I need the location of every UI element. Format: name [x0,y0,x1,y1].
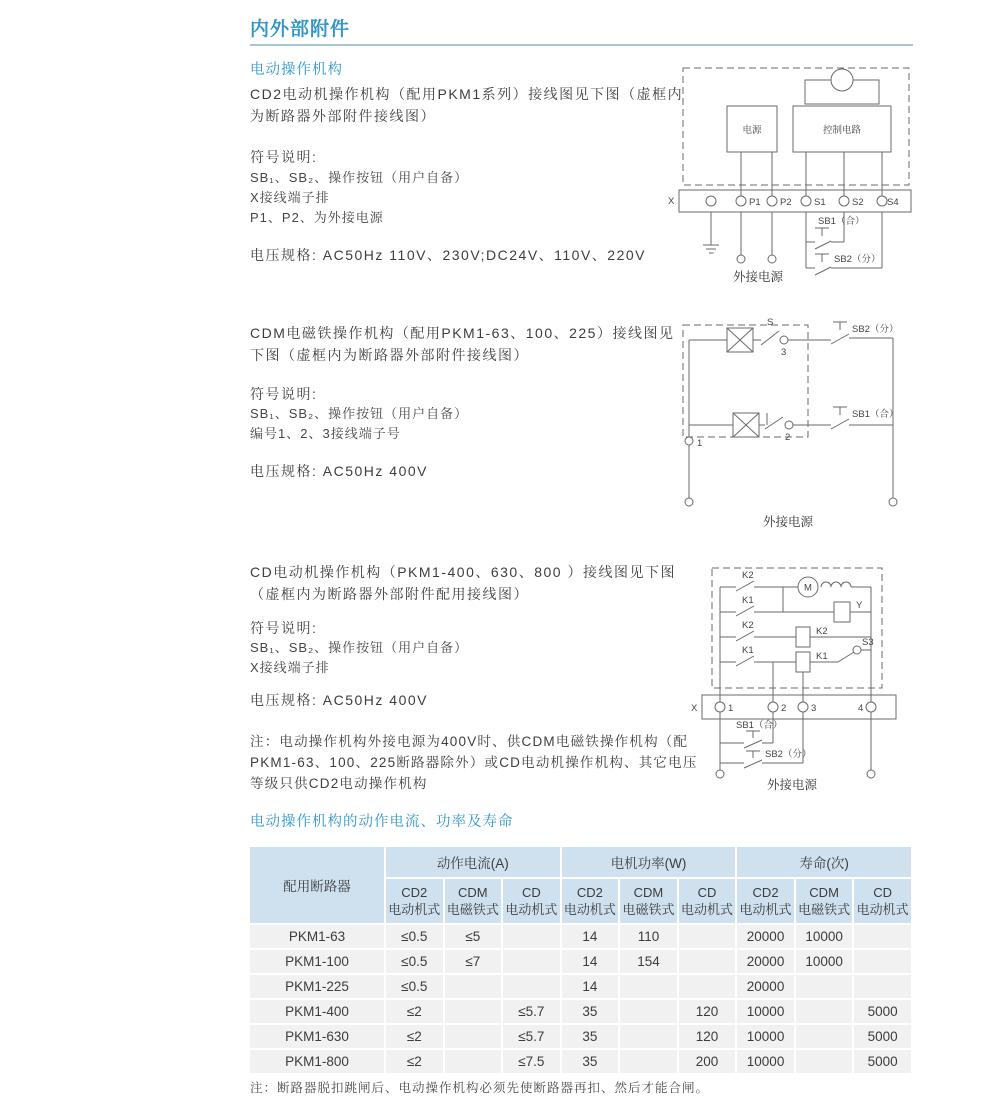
terminal-circle [785,421,793,429]
table-row [249,1049,912,1074]
lead-circle [716,770,724,778]
motor-label: M [804,582,812,594]
table-cell: ≤2 [385,999,444,1024]
sub-header-line: 电动机式 [388,902,441,917]
table-cell: 14 [561,974,620,999]
contact-k2-lower [720,631,796,641]
cd-voltage-spec: 电压规格: AC50Hz 400V [250,692,428,708]
sub-header-line: 电动机式 [563,902,616,917]
table-cell: 14 [561,949,620,974]
terminal-strip-x-label: X [691,703,698,714]
breaker-name: PKM1-800 [249,1049,385,1074]
table-cell [678,974,737,999]
table-cell: 200 [678,1049,737,1074]
sub-header-line: CD2 [752,885,779,900]
accessory-dashed-frame [683,68,909,185]
sub-header-line: CD2 [401,885,428,900]
table-cell [795,974,854,999]
table-cell: 5000 [853,999,912,1024]
breaker-name: PKM1-63 [249,924,385,949]
k1-coil-box [796,652,810,672]
diagram-caption: 外接电源 [762,515,814,529]
terminal-circles [715,702,876,712]
table-cell: ≤7 [444,949,503,974]
sb1-label: SB1（合） [818,216,865,227]
sub-header-line: CDM [633,885,664,900]
coil-x [727,328,753,352]
table-cell [853,974,912,999]
table-cell: 110 [619,924,678,949]
diagram-caption: 外接电源 [732,270,784,284]
table-cell [619,974,678,999]
table-footnote: 注：断路器脱扣跳闸后、电动操作机构必须先使断路器再扣、然后才能合闸。 [250,1081,710,1095]
ground-icon [703,212,719,253]
table-cell: 120 [678,1024,737,1049]
table-cell: 35 [561,1049,620,1074]
power-box-label: 电源 [742,125,762,136]
terminal-circle [780,336,788,344]
sub-header-cd2 [736,878,795,924]
sub-header-line: 电动机式 [505,902,558,917]
sub-header-line: CD [521,885,541,900]
title-rule [250,44,913,46]
cd2-symbol-line: X接线端子排 [250,190,330,205]
sub-header-cdm [444,878,503,924]
wires [741,152,882,196]
sb2-label: SB2（分） [834,254,881,265]
cd-wiring-diagram [688,555,923,795]
contact-k1-upper [720,606,834,616]
k2-coil-box [796,627,810,647]
sub-header-line: CDM [458,885,488,900]
contact-label: K2 [742,620,754,631]
cd-symbol-list [250,638,468,678]
terminal-label: S2 [852,197,864,208]
table-cell [502,949,561,974]
sub-header-line: 电动机式 [739,902,792,917]
table-cell: 10000 [736,1024,795,1049]
sub-header-cd [502,878,561,924]
breaker-name: PKM1-630 [249,1024,385,1049]
table-cell: 5000 [853,1024,912,1049]
group-header-life: 寿命(次) [736,846,912,878]
table-cell: ≤5.7 [502,1024,561,1049]
table-cell [795,1049,854,1074]
table-cell: ≤2 [385,1024,444,1049]
table-row [249,949,912,974]
sub-header-line: 电磁铁式 [622,902,675,917]
s-switch-icon [753,331,779,345]
sub-header-line: CD [697,885,717,900]
terminal-label: S4 [887,197,899,208]
table-cell: 35 [561,999,620,1024]
table-cell: 10000 [795,924,854,949]
cdm-symbol-list [250,404,468,444]
cd2-symbol-title: 符号说明: [250,149,318,165]
section-heading-motor-mechanism: 电动操作机构 [250,62,343,78]
s3-label: S3 [862,637,874,648]
table-cell [853,924,912,949]
terminal-circle [685,437,693,445]
cd2-symbol-line: SB₁、SB₂、操作按钮（用户自备） [250,170,469,185]
terminal-label: P2 [780,197,792,208]
table-cell [502,974,561,999]
table-cell: ≤2 [385,1049,444,1074]
inductor-icon [821,582,871,587]
cdm-symbol-line: SB₁、SB₂、操作按钮（用户自备） [250,406,469,421]
sub-header-cd2 [561,878,620,924]
terminal-feeders [773,662,803,702]
motor-circle-icon [831,69,853,91]
breaker-name: PKM1-400 [249,999,385,1024]
terminal-strip-x-label: X [668,196,675,207]
sub-header-line: CD [873,885,893,900]
contact-k2-upper [720,581,798,591]
terminal-label: 1 [728,703,734,714]
table-row [249,924,912,949]
cd2-voltage-spec: 电压规格: AC50Hz 110V、230V;DC24V、110V、220V [250,247,647,263]
table-cell: 120 [678,999,737,1024]
table-heading: 电动操作机构的动作电流、功率及寿命 [250,814,514,830]
group-header-power: 电机功率(W) [561,846,737,878]
spec-table [248,845,913,1075]
table-cell: ≤0.5 [385,949,444,974]
sb1-label: SB1（合） [736,720,783,731]
sb1-pushbutton-icon [815,228,831,249]
sub-header-cdm [795,878,854,924]
col-header-breaker: 配用断路器 [249,846,385,924]
sb2-label: SB2（分） [765,749,812,760]
y-relay-box [834,602,850,622]
lead-circle [889,498,897,506]
table-cell [853,949,912,974]
sub-header-line: CD2 [576,885,603,900]
y-relay-label: Y [856,600,863,611]
table-group-header-row [249,846,912,878]
contact-label: K2 [742,570,754,581]
contact-icon [759,413,783,429]
table-cell: ≤5 [444,924,503,949]
table-cell: ≤5.7 [502,999,561,1024]
table-cell [502,924,561,949]
cd-symbol-line: X接线端子排 [250,660,330,675]
breaker-name: PKM1-100 [249,949,385,974]
contact-label: K1 [742,645,754,656]
table-cell: 35 [561,1024,620,1049]
terminal-label: 2 [785,432,791,443]
sb1-label: SB1（合） [852,409,899,420]
table-cell [444,1049,503,1074]
s-switch-label: S [767,317,774,328]
sb2-pushbutton-icon [815,254,831,275]
table-cell: ≤0.5 [385,974,444,999]
cd-note: 注：电动操作机构外接电源为400V时、供CDM电磁铁操作机构（配PKM1-63、100、225断路器除外）或CD电动机操作机构、其它电压等级只供CD2电动操作机构 [250,734,698,791]
cd2-wiring-diagram [665,62,915,290]
table-row [249,999,912,1024]
sb2-label: SB2（分） [852,324,899,335]
table-cell: 154 [619,949,678,974]
control-box-label: 控制电路 [822,125,862,136]
table-cell: ≤7.5 [502,1049,561,1074]
cd-symbol-title: 符号说明: [250,620,318,636]
accessory-dashed-frame [712,568,882,688]
lead-circle [867,770,875,778]
sub-header-line: 电磁铁式 [446,902,499,917]
terminal-label: 1 [697,438,703,449]
cd-symbol-line: SB₁、SB₂、操作按钮（用户自备） [250,640,469,655]
terminal-label: 4 [858,703,864,714]
table-cell [619,1049,678,1074]
table-cell [795,999,854,1024]
terminal-label: S1 [814,197,826,208]
cdm-voltage-spec: 电压规格: AC50Hz 400V [250,463,428,479]
table-cell [619,999,678,1024]
table-cell: 14 [561,924,620,949]
table-cell: 5000 [853,1049,912,1074]
table-cell: ≤0.5 [385,924,444,949]
cdm-intro-paragraph: CDM电磁铁操作机构（配用PKM1-63、100、225）接线图见下图（虚框内为断路器外部附件接线图） [250,325,675,363]
accessory-dashed-frame [683,325,808,437]
lead-circle [768,255,776,263]
diagram-caption: 外接电源 [766,778,818,792]
contact-label: K1 [742,595,754,606]
sub-header-line: 电磁铁式 [798,902,851,917]
cd2-symbol-line: P1、P2、为外接电源 [250,210,384,225]
sub-header-cd [678,878,737,924]
external-power-leads [741,212,772,255]
table-cell [444,974,503,999]
cdm-symbol-title: 符号说明: [250,386,318,402]
cdm-wiring-diagram [665,300,915,532]
sub-header-cdm [619,878,678,924]
sub-header-cd2 [385,878,444,924]
sub-header-line: 电动机式 [681,902,734,917]
s3-circle [853,646,861,654]
lead-circle [685,498,693,506]
table-cell: 10000 [795,949,854,974]
page-title: 内外部附件 [250,19,351,40]
coil-label: K1 [816,651,828,662]
table-cell: 20000 [736,974,795,999]
coil-x [733,413,759,437]
terminal-label: P1 [749,197,761,208]
cd-intro-paragraph: CD电动机操作机构（PKM1-400、630、800 ）接线图见下图（虚框内为断路器外部附件配用接线图） [250,564,676,602]
terminal-label: 2 [781,703,787,714]
table-cell [678,949,737,974]
table-cell [795,1024,854,1049]
cdm-symbol-line: 编号1、2、3接线端子号 [250,426,401,441]
table-cell [678,924,737,949]
terminal-label: 3 [811,703,817,714]
cd2-symbol-list [250,168,468,228]
table-cell: 10000 [736,1049,795,1074]
cd2-intro-paragraph: CD2电动机操作机构（配用PKM1系列）接线图见下图（虚框内为断路器外部附件接线图） [250,86,684,124]
table-cell: 20000 [736,949,795,974]
lead-circle [737,255,745,263]
coil-label: K2 [816,626,828,637]
table-cell: 10000 [736,999,795,1024]
contact-k1-lower [720,656,796,666]
table-row [249,1024,912,1049]
sub-header-cd [853,878,912,924]
table-cell: 20000 [736,924,795,949]
group-header-current: 动作电流(A) [385,846,561,878]
table-cell [619,1024,678,1049]
table-cell [444,1024,503,1049]
breaker-name: PKM1-225 [249,974,385,999]
terminal-label: 3 [781,347,787,358]
sub-header-line: 电动机式 [856,902,909,917]
sub-header-line: CDM [809,885,839,900]
table-cell [444,999,503,1024]
table-row [249,974,912,999]
